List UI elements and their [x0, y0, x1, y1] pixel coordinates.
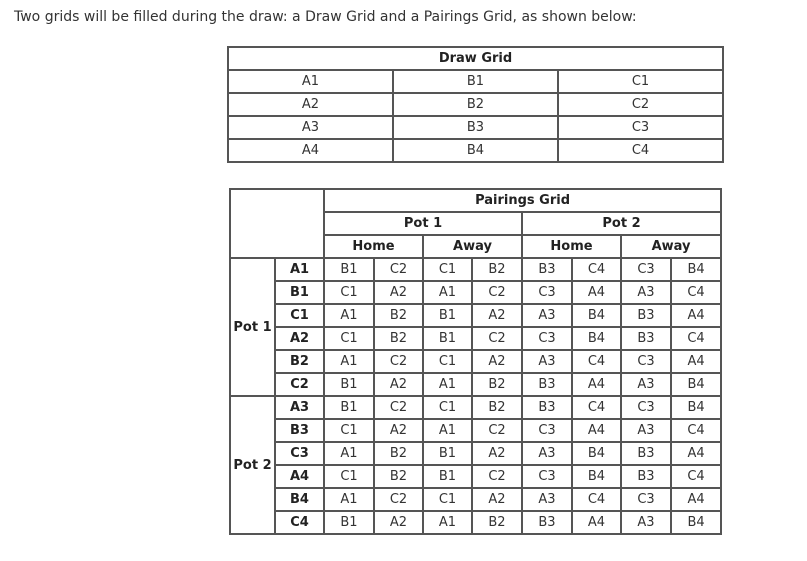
pairing-cell: A4	[572, 281, 621, 304]
pairing-cell: B2	[472, 373, 522, 396]
team-label: B3	[275, 419, 324, 442]
pairing-cell: C3	[621, 350, 671, 373]
table-row	[228, 139, 723, 162]
draw-cell: A2	[228, 93, 393, 116]
team-label: A2	[275, 327, 324, 350]
draw-cell: C1	[558, 70, 723, 93]
pairing-cell: C3	[522, 281, 572, 304]
table-row	[230, 373, 721, 396]
table-row	[230, 419, 721, 442]
pairing-cell: A1	[324, 350, 374, 373]
pairing-cell: C3	[522, 327, 572, 350]
pairing-cell: A3	[522, 350, 572, 373]
pairing-cell: B4	[671, 396, 721, 419]
pairing-cell: C1	[324, 327, 374, 350]
away-header: Away	[423, 235, 522, 258]
table-row	[228, 93, 723, 116]
pairing-cell: B4	[572, 327, 621, 350]
pot-row-label: Pot 2	[230, 396, 275, 534]
pairing-cell: B1	[324, 373, 374, 396]
pairing-cell: C2	[374, 488, 423, 511]
pot-header: Pot 2	[522, 212, 721, 235]
pairing-cell: B1	[324, 258, 374, 281]
pairing-cell: A4	[671, 442, 721, 465]
draw-cell: B4	[393, 139, 558, 162]
pairing-cell: C3	[621, 488, 671, 511]
draw-cell: C2	[558, 93, 723, 116]
team-label: B2	[275, 350, 324, 373]
pairing-cell: B3	[621, 442, 671, 465]
team-label: A1	[275, 258, 324, 281]
draw-grid-title: Draw Grid	[228, 47, 723, 70]
pairing-cell: B4	[671, 258, 721, 281]
pairing-cell: C3	[621, 258, 671, 281]
pairing-cell: A1	[423, 511, 472, 534]
table-row	[230, 396, 721, 419]
pairing-cell: A1	[324, 488, 374, 511]
pairing-cell: B1	[423, 327, 472, 350]
pairing-cell: C2	[374, 396, 423, 419]
table-row	[230, 281, 721, 304]
pairing-cell: A4	[572, 373, 621, 396]
table-row	[230, 258, 721, 281]
pairing-cell: B2	[472, 258, 522, 281]
pairing-cell: A4	[572, 419, 621, 442]
team-label: C3	[275, 442, 324, 465]
table-row	[230, 327, 721, 350]
pairing-cell: B3	[621, 304, 671, 327]
team-label: C2	[275, 373, 324, 396]
table-row	[230, 350, 721, 373]
pairing-cell: B4	[671, 373, 721, 396]
pairing-cell: A2	[374, 419, 423, 442]
pairing-cell: A2	[374, 511, 423, 534]
pairing-cell: A3	[621, 511, 671, 534]
draw-cell: B3	[393, 116, 558, 139]
draw-cell: A3	[228, 116, 393, 139]
pairing-cell: A1	[423, 281, 472, 304]
pairing-cell: B3	[621, 327, 671, 350]
pairing-cell: B2	[374, 442, 423, 465]
table-row	[230, 511, 721, 534]
pairing-cell: B4	[572, 465, 621, 488]
pairing-cell: C2	[472, 465, 522, 488]
draw-cell: B2	[393, 93, 558, 116]
pairing-cell: B4	[671, 511, 721, 534]
pairing-cell: A1	[324, 304, 374, 327]
pairing-cell: C2	[472, 327, 522, 350]
pairing-cell: A4	[671, 350, 721, 373]
pairing-cell: C1	[423, 350, 472, 373]
pairing-cell: B3	[522, 511, 572, 534]
pairing-cell: C4	[572, 396, 621, 419]
team-label: B1	[275, 281, 324, 304]
pairing-cell: C4	[572, 350, 621, 373]
pairing-cell: B3	[522, 396, 572, 419]
pairing-cell: B1	[423, 304, 472, 327]
corner-cell	[230, 189, 324, 258]
pairing-cell: A3	[522, 488, 572, 511]
pairing-cell: C4	[671, 327, 721, 350]
pairing-cell: A1	[423, 419, 472, 442]
pairing-cell: B1	[324, 396, 374, 419]
pairing-cell: C4	[572, 488, 621, 511]
pairing-cell: C4	[671, 465, 721, 488]
pairing-cell: A2	[472, 304, 522, 327]
draw-cell: B1	[393, 70, 558, 93]
pairing-cell: A4	[671, 304, 721, 327]
table-row	[230, 488, 721, 511]
pairing-cell: C1	[423, 396, 472, 419]
home-header: Home	[324, 235, 423, 258]
pairing-cell: C4	[671, 281, 721, 304]
pairing-cell: B2	[374, 327, 423, 350]
team-label: C4	[275, 511, 324, 534]
draw-cell: A1	[228, 70, 393, 93]
intro-text: Two grids will be filled during the draw: a Draw Grid and a Pairings Grid, as shown below:	[14, 9, 637, 25]
pairing-cell: B2	[472, 396, 522, 419]
table-row	[230, 465, 721, 488]
pairings-grid-table	[229, 188, 722, 535]
pairing-cell: A2	[374, 373, 423, 396]
pairing-cell: A3	[522, 304, 572, 327]
team-label: B4	[275, 488, 324, 511]
pairing-cell: B2	[472, 511, 522, 534]
pairing-cell: C3	[522, 465, 572, 488]
pairing-cell: A4	[572, 511, 621, 534]
pairing-cell: A3	[621, 419, 671, 442]
pairing-cell: C3	[522, 419, 572, 442]
team-label: C1	[275, 304, 324, 327]
pairing-cell: A1	[324, 442, 374, 465]
pairing-cell: C4	[572, 258, 621, 281]
pairing-cell: C1	[324, 281, 374, 304]
pairing-cell: B4	[572, 442, 621, 465]
pairing-cell: B3	[522, 258, 572, 281]
pairing-cell: A2	[374, 281, 423, 304]
table-row	[228, 116, 723, 139]
table-row	[230, 442, 721, 465]
pairing-cell: C1	[324, 465, 374, 488]
pairing-cell: C1	[423, 488, 472, 511]
draw-cell: C3	[558, 116, 723, 139]
team-label: A3	[275, 396, 324, 419]
pairing-cell: C1	[423, 258, 472, 281]
pairing-cell: C3	[621, 396, 671, 419]
pairing-cell: C2	[374, 350, 423, 373]
pairing-cell: A3	[621, 373, 671, 396]
table-row	[228, 70, 723, 93]
pairing-cell: A3	[621, 281, 671, 304]
pairing-cell: B3	[522, 373, 572, 396]
pairing-cell: B1	[324, 511, 374, 534]
team-label: A4	[275, 465, 324, 488]
pairing-cell: A4	[671, 488, 721, 511]
pot-row-label: Pot 1	[230, 258, 275, 396]
pairing-cell: B2	[374, 304, 423, 327]
table-row	[230, 304, 721, 327]
pairing-cell: B1	[423, 442, 472, 465]
draw-cell: A4	[228, 139, 393, 162]
pairing-cell: A1	[423, 373, 472, 396]
pairing-cell: A3	[522, 442, 572, 465]
pairing-cell: B4	[572, 304, 621, 327]
draw-grid-table	[227, 46, 724, 163]
draw-cell: C4	[558, 139, 723, 162]
pairing-cell: C4	[671, 419, 721, 442]
pairing-cell: B3	[621, 465, 671, 488]
pairing-cell: C1	[324, 419, 374, 442]
pairing-cell: B1	[423, 465, 472, 488]
pairing-cell: C2	[374, 258, 423, 281]
pairing-cell: A2	[472, 350, 522, 373]
pot-header: Pot 1	[324, 212, 522, 235]
pairing-cell: B2	[374, 465, 423, 488]
pairing-cell: A2	[472, 488, 522, 511]
pairing-cell: C2	[472, 281, 522, 304]
home-header: Home	[522, 235, 621, 258]
pairings-grid-title: Pairings Grid	[324, 189, 721, 212]
pairing-cell: A2	[472, 442, 522, 465]
pairing-cell: C2	[472, 419, 522, 442]
away-header: Away	[621, 235, 721, 258]
